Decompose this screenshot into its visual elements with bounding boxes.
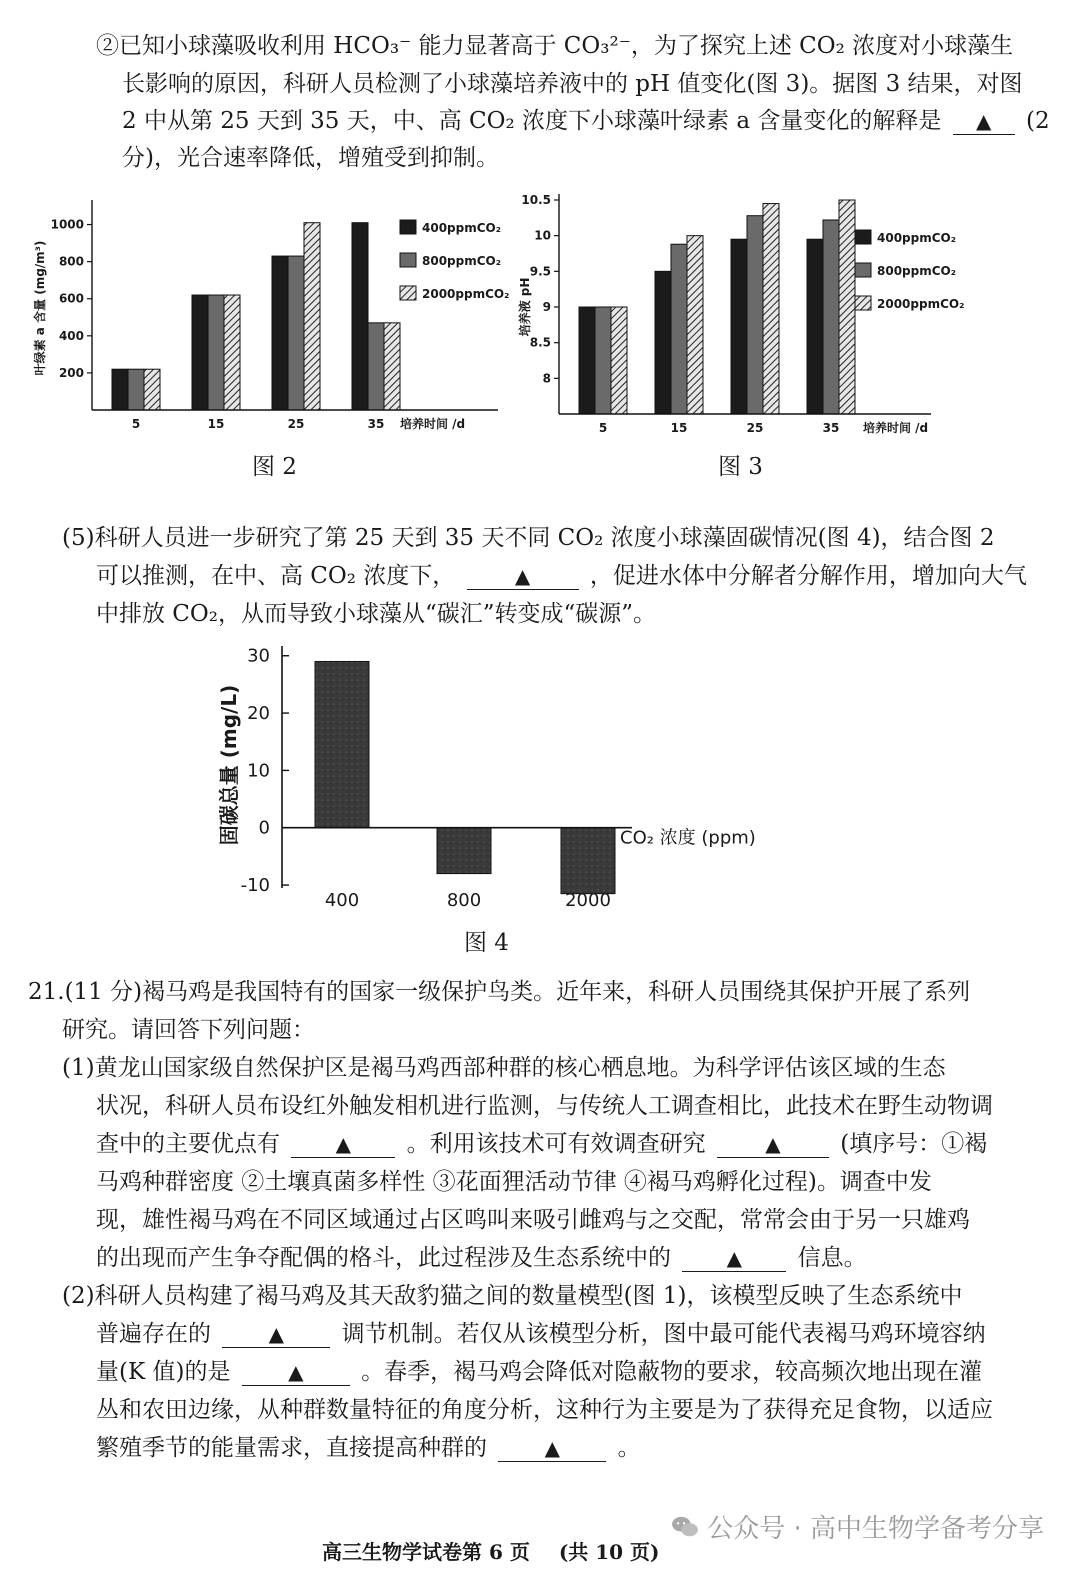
q-text-line: 中排放 CO₂，从而导致小球藻从“碳汇”转变成“碳源”。	[96, 601, 657, 627]
legend-swatch	[855, 263, 871, 277]
legend-swatch	[855, 230, 871, 244]
answer-blank[interactable]: ▲	[222, 1321, 330, 1348]
bar	[192, 295, 208, 410]
bar	[112, 369, 128, 410]
watermark	[671, 1508, 1044, 1545]
bar	[272, 256, 288, 410]
q-text-line: 长影响的原因，科研人员检测了小球藻培养液中的 pH 值变化(图 3)。据图 3 结果，对图	[122, 71, 1023, 97]
answer-blank[interactable]: ▲	[467, 563, 579, 590]
y-axis-label: 叶绿素 a 含量 (mg/m³)	[33, 240, 47, 376]
y-tick-label: -10	[240, 875, 270, 897]
q-text-line: (1)黄龙山国家级自然保护区是褐马鸡西部种群的核心栖息地。为科学评估该区域的生态	[62, 1055, 946, 1081]
q-text-segment: 普遍存在的	[96, 1321, 211, 1347]
q-text-segment: 信息。	[797, 1245, 867, 1271]
figure-4-chart	[200, 636, 780, 926]
q-text-line	[96, 1356, 982, 1388]
page-total: (共 10 页)	[558, 1540, 660, 1564]
bar	[747, 216, 763, 414]
x-axis-label: 培养时间 /d	[400, 417, 466, 431]
legend-swatch	[400, 220, 416, 234]
x-tick-label: 35	[367, 417, 385, 431]
y-tick-label: 9	[542, 300, 551, 314]
q-text-line: 分)，光合速率降低，增殖受到抑制。	[122, 145, 499, 171]
y-tick-label: 0	[258, 817, 270, 839]
y-axis-label: 培养液 pH	[518, 277, 532, 337]
bar	[823, 220, 839, 414]
x-tick-label: 2000	[565, 890, 611, 911]
page-footer	[322, 1536, 660, 1565]
q-text-segment: 。利用该技术可有效调查研究	[406, 1131, 706, 1157]
bar	[839, 200, 855, 414]
legend-label: 400ppmCO₂	[877, 231, 956, 245]
x-tick-label: 400	[324, 890, 360, 911]
q-text-line: 21.(11 分)褐马鸡是我国特有的国家一级保护鸟类。近年来，科研人员围绕其保护开展了系列	[28, 979, 971, 1005]
y-tick-label: 20	[247, 703, 270, 725]
bar	[437, 828, 491, 874]
x-tick-label: 5	[598, 421, 608, 435]
q-text-segment: 的出现而产生争夺配偶的格斗，此过程涉及生态系统中的	[96, 1245, 671, 1271]
y-tick-label: 1000	[50, 217, 84, 232]
q-text-line	[96, 1318, 986, 1350]
bar	[224, 295, 240, 410]
q-text-line: 丛和农田边缘，从种群数量特征的角度分析，这种行为主要是为了获得充足食物，以适应	[96, 1397, 993, 1423]
q-text-segment: 调节机制。若仅从该模型分析，图中最可能代表褐马鸡环境容纳	[341, 1321, 986, 1347]
bar	[315, 661, 369, 827]
answer-blank[interactable]: ▲	[682, 1245, 786, 1272]
q-text-line	[96, 1432, 641, 1464]
q-text-segment: (2	[1025, 108, 1050, 134]
y-tick-label: 10	[534, 228, 551, 243]
q-text-line	[96, 1242, 867, 1274]
x-tick-label: 35	[822, 421, 840, 435]
bar	[731, 239, 747, 414]
q-text-segment: 量(K 值)的是	[96, 1359, 231, 1385]
q-text-segment: 查中的主要优点有	[96, 1131, 280, 1157]
answer-blank[interactable]: ▲	[291, 1131, 395, 1158]
bar	[561, 828, 615, 894]
bar	[128, 369, 144, 410]
bar	[208, 295, 224, 410]
q-text-line: (2)科研人员构建了褐马鸡及其天敌豹猫之间的数量模型(图 1)，该模型反映了生态系统中	[62, 1283, 963, 1309]
figure-3-chart	[515, 188, 975, 438]
bar	[579, 307, 595, 414]
legend-label: 2000ppmCO₂	[422, 287, 510, 301]
q-text-line	[96, 560, 1027, 592]
q-text-segment: 繁殖季节的能量需求，直接提高种群的	[96, 1435, 487, 1461]
x-axis-label: 培养时间 /d	[863, 421, 929, 435]
bar	[304, 223, 320, 410]
figure-2-caption: 图 2	[252, 454, 297, 480]
q-text-line	[122, 105, 1050, 137]
q-text-line	[96, 1128, 987, 1160]
legend-swatch	[400, 286, 416, 300]
y-tick-label: 10	[247, 760, 270, 782]
bar	[288, 256, 304, 410]
bar	[595, 307, 611, 414]
figure-2-chart	[30, 188, 520, 438]
bar	[687, 236, 703, 414]
y-tick-label: 10.5	[521, 193, 551, 207]
x-tick-label: 15	[670, 421, 688, 435]
bar	[352, 223, 368, 410]
y-axis-label: 固碳总量 (mg/L)	[217, 684, 241, 846]
x-tick-label: 800	[446, 890, 482, 911]
answer-blank[interactable]: ▲	[953, 108, 1015, 135]
q-text-segment: ，促进水体中分解者分解作用，增加向大气	[589, 563, 1027, 589]
legend-label: 800ppmCO₂	[422, 254, 501, 268]
x-tick-label: 25	[287, 417, 305, 431]
y-tick-label: 800	[58, 254, 84, 269]
legend-label: 400ppmCO₂	[422, 221, 501, 235]
legend-label: 800ppmCO₂	[877, 264, 956, 278]
legend-swatch	[855, 296, 871, 310]
legend-label: 2000ppmCO₂	[877, 297, 965, 311]
y-tick-label: 200	[58, 365, 84, 380]
q-text-line: 状况，科研人员布设红外触发相机进行监测，与传统人工调查相比，此技术在野生动物调	[96, 1093, 993, 1119]
answer-blank[interactable]: ▲	[717, 1131, 829, 1158]
q-text-segment: 。春季，褐马鸡会降低对隐蔽物的要求，较高频次地出现在灌	[361, 1359, 983, 1385]
watermark-text: 公众号 · 高中生物学备考分享	[707, 1514, 1044, 1544]
bar	[611, 307, 627, 414]
x-tick-label: 5	[131, 417, 141, 431]
answer-blank[interactable]: ▲	[498, 1435, 606, 1462]
y-tick-label: 30	[247, 645, 270, 667]
figure-3-caption: 图 3	[718, 454, 763, 480]
bar	[807, 239, 823, 414]
y-tick-label: 400	[58, 328, 84, 343]
q-text-line: 研究。请回答下列问题：	[62, 1017, 315, 1043]
y-tick-label: 600	[58, 291, 84, 306]
q-text-line: 马鸡种群密度 ②土壤真菌多样性 ③花面狸活动节律 ④褐马鸡孵化过程)。调查中发	[96, 1169, 932, 1195]
q-text-segment: 2 中从第 25 天到 35 天，中、高 CO₂ 浓度下小球藻叶绿素 a 含量变化的解释是	[122, 108, 942, 134]
bar	[763, 204, 779, 414]
answer-blank[interactable]: ▲	[242, 1359, 350, 1386]
page-number: 高三生物学试卷第 6 页	[322, 1540, 530, 1564]
figure-4-caption: 图 4	[464, 930, 509, 956]
y-tick-label: 9.5	[529, 264, 551, 279]
q-text-line: (5)科研人员进一步研究了第 25 天到 35 天不同 CO₂ 浓度小球藻固碳情况(图 4)，结合图 2	[62, 525, 995, 551]
q-text-segment: 可以推测，在中、高 CO₂ 浓度下，	[96, 563, 456, 589]
bar	[384, 323, 400, 410]
legend-swatch	[400, 253, 416, 267]
y-tick-label: 8.5	[529, 335, 551, 350]
bar	[671, 244, 687, 414]
x-axis-label: CO₂ 浓度 (ppm)	[620, 827, 756, 849]
q-text-line: 现，雄性褐马鸡在不同区域通过占区鸣叫来吸引雌鸡与之交配，常常会由于另一只雄鸡	[96, 1207, 970, 1233]
q-text-line: ②已知小球藻吸收利用 HCO₃⁻ 能力显著高于 CO₃²⁻，为了探究上述 CO₂ 浓度对小球藻生	[96, 33, 1014, 59]
x-tick-label: 25	[746, 421, 764, 435]
y-tick-label: 8	[542, 371, 551, 386]
bar	[368, 323, 384, 410]
bar	[655, 271, 671, 414]
q-text-segment: (填序号：①褐	[840, 1131, 988, 1157]
bar	[144, 369, 160, 410]
wechat-icon	[671, 1515, 699, 1539]
q-text-segment: 。	[617, 1435, 641, 1461]
x-tick-label: 15	[207, 417, 225, 431]
